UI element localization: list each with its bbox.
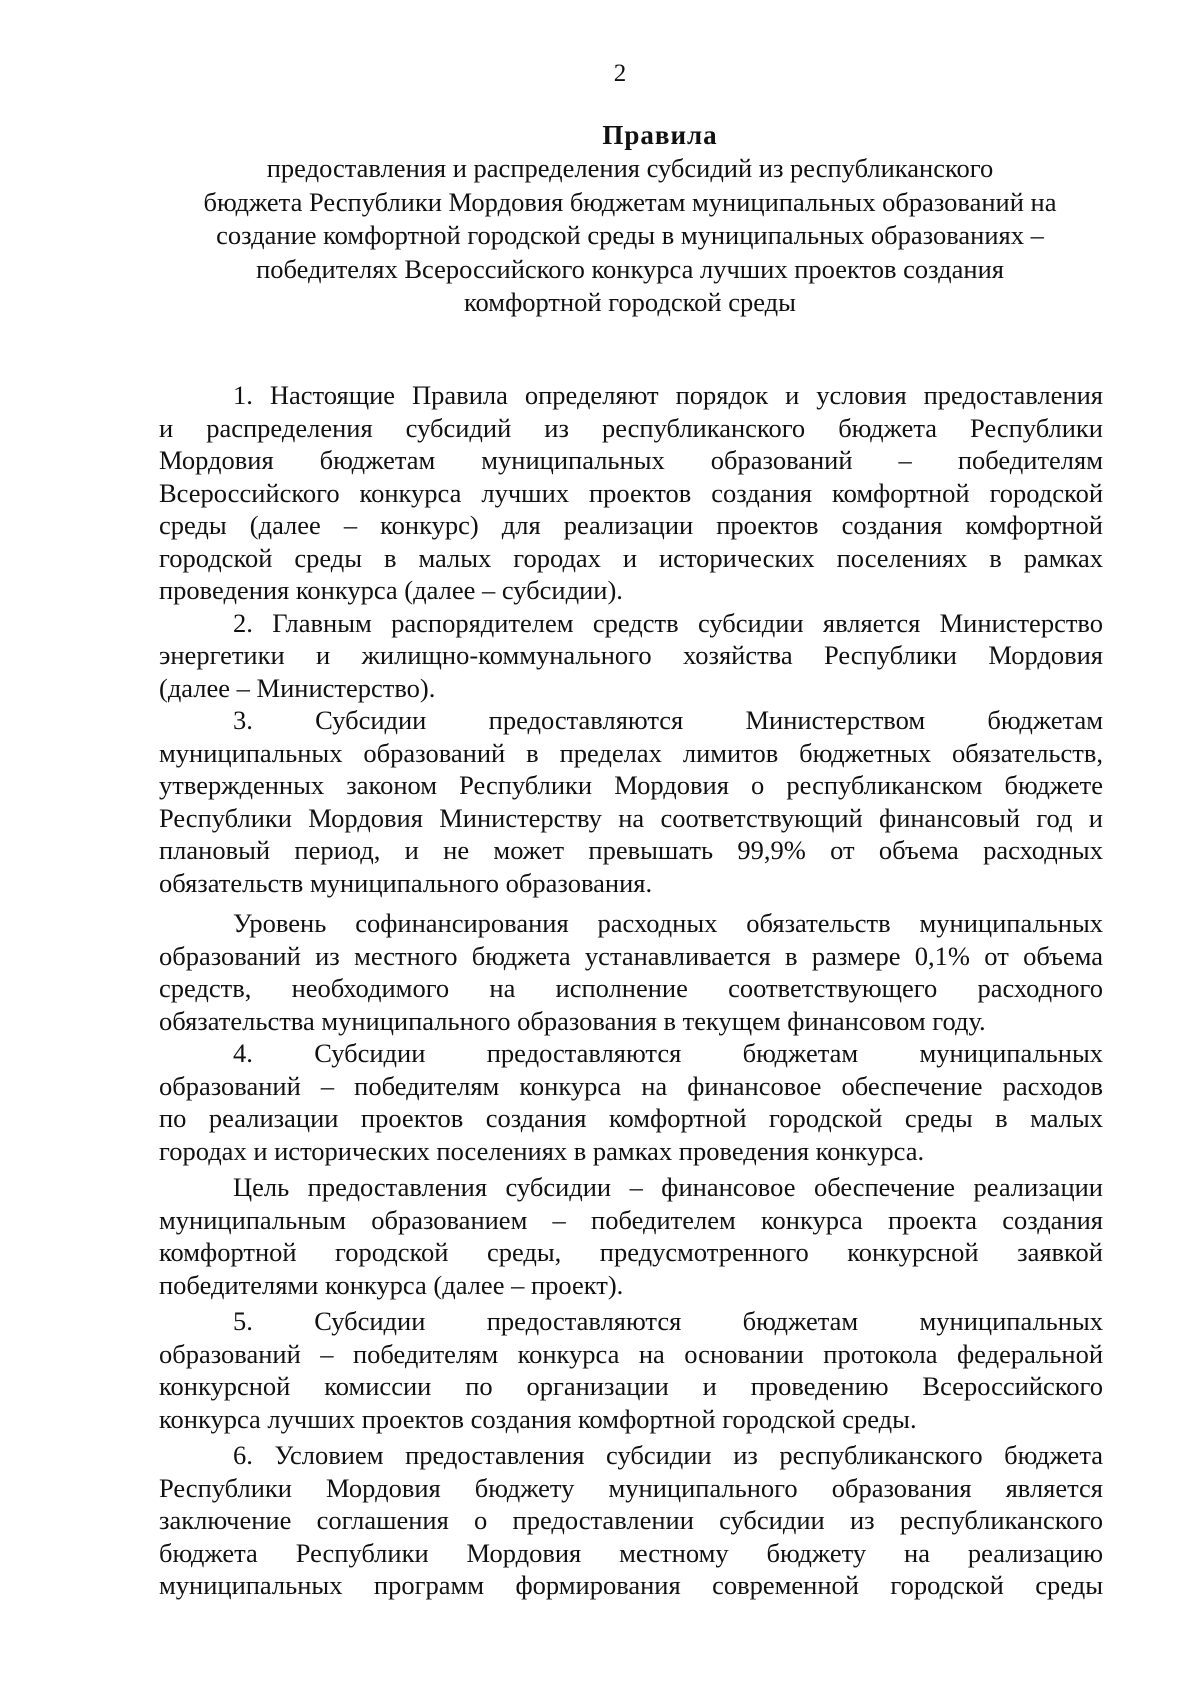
paragraph-line: образований из местного бюджета устанавливается в размере 0,1% от объема (159, 940, 1103, 971)
paragraph-2 (159, 607, 1103, 705)
paragraph-line: 1. Настоящие Правила определяют порядок и условия предоставления (233, 380, 1103, 410)
paragraph-line: энергетики и жилищно-коммунального хозяйства Республики Мордовия (159, 640, 1103, 670)
paragraph-line: городах и исторических поселениях в рамках проведения конкурса. (159, 1135, 925, 1166)
subtitle-line: предоставления и распределения субсидий из республиканского (266, 153, 994, 183)
paragraph-line: утвержденных законом Республики Мордовия о республиканском бюджете (159, 770, 1103, 800)
paragraph-line: конкурсной комиссии по организации и проведению Всероссийского (159, 1371, 1103, 1401)
paragraph-line: среды (далее – конкурс) для реализации проектов создания комфортной (159, 510, 1103, 540)
paragraph-5 (159, 1305, 1103, 1435)
subtitle-line: создание комфортной городской среды в муниципальных образованиях – (216, 220, 1044, 250)
paragraph-line: 4. Субсидии предоставляются бюджетам муниципальных (233, 1038, 1103, 1068)
paragraph-line: (далее – Министерство). (159, 672, 436, 703)
document-body (159, 379, 1103, 1602)
paragraph-line: конкурса лучших проектов создания комфортной городской среды. (159, 1403, 917, 1434)
paragraph-line: 3. Субсидии предоставляются Министерством бюджетам (233, 705, 1103, 735)
paragraph-line: муниципальных образований в пределах лимитов бюджетных обязательств, (159, 737, 1103, 768)
paragraph-line: обязательства муниципального образования в текущем финансовом году. (159, 1005, 986, 1036)
paragraph-line: Мордовия бюджетам муниципальных образований – победителям (159, 445, 1103, 475)
document-title: Правила (602, 120, 718, 150)
paragraph-line: муниципальным образованием – победителем конкурса проекта создания (159, 1204, 1103, 1235)
paragraph-line: городской среды в малых городах и исторических поселениях в рамках (159, 542, 1103, 573)
paragraph-line: по реализации проектов создания комфортной городской среды в малых (159, 1103, 1103, 1133)
paragraph-4-goal (159, 1171, 1103, 1301)
document-subtitle (160, 152, 1100, 320)
paragraph-6 (159, 1439, 1103, 1602)
paragraph-line: Республики Мордовия Министерству на соответствующий финансовый год и (159, 802, 1103, 833)
subtitle-line: комфортной городской среды (464, 287, 796, 317)
paragraph-line: и распределения субсидий из республиканского бюджета Республики (159, 412, 1103, 443)
paragraph-line: заключение соглашения о предоставлении субсидии из республиканского (159, 1505, 1103, 1535)
paragraph-line: победителями конкурса (далее – проект). (159, 1269, 624, 1300)
paragraph-line: 6. Условием предоставления субсидии из республиканского бюджета (233, 1440, 1103, 1470)
paragraph-line: Уровень софинансирования расходных обязательств муниципальных (233, 908, 1103, 938)
paragraph-line: комфортной городской среды, предусмотренного конкурсной заявкой (159, 1237, 1103, 1267)
paragraph-line: 2. Главным распорядителем средств субсидии является Министерство (233, 607, 1103, 638)
paragraph-4 (159, 1037, 1103, 1167)
paragraph-line: обязательств муниципального образования. (159, 867, 653, 898)
paragraph-line: Цель предоставления субсидии – финансовое обеспечение реализации (233, 1172, 1103, 1202)
paragraph-line: 5. Субсидии предоставляются бюджетам муниципальных (233, 1306, 1103, 1336)
subtitle-line: победителях Всероссийского конкурса лучших проектов создания (256, 253, 1004, 284)
subtitle-line: бюджета Республики Мордовия бюджетам муниципальных образований на (203, 186, 1057, 217)
paragraph-3-cofinancing (159, 907, 1103, 1037)
paragraph-line: Всероссийского конкурса лучших проектов создания комфортной городской (159, 477, 1103, 508)
paragraph-line: плановый период, и не может превышать 99,9% от объема расходных (159, 835, 1103, 865)
paragraph-line: бюджета Республики Мордовия местному бюджету на реализацию (159, 1537, 1103, 1568)
paragraph-line: средств, необходимого на исполнение соответствующего расходного (159, 973, 1103, 1003)
paragraph-line: муниципальных программ формирования современной городской среды (159, 1570, 1103, 1600)
paragraph-line: проведения конкурса (далее – субсидии). (159, 575, 623, 605)
paragraph-3 (159, 704, 1103, 899)
page-number: 2 (613, 60, 627, 87)
paragraph-line: Республики Мордовия бюджету муниципального образования является (159, 1472, 1103, 1503)
paragraph-line: образований – победителям конкурса на основании протокола федеральной (159, 1338, 1103, 1369)
paragraph-line: образований – победителям конкурса на финансовое обеспечение расходов (159, 1070, 1103, 1101)
paragraph-1 (159, 379, 1103, 607)
